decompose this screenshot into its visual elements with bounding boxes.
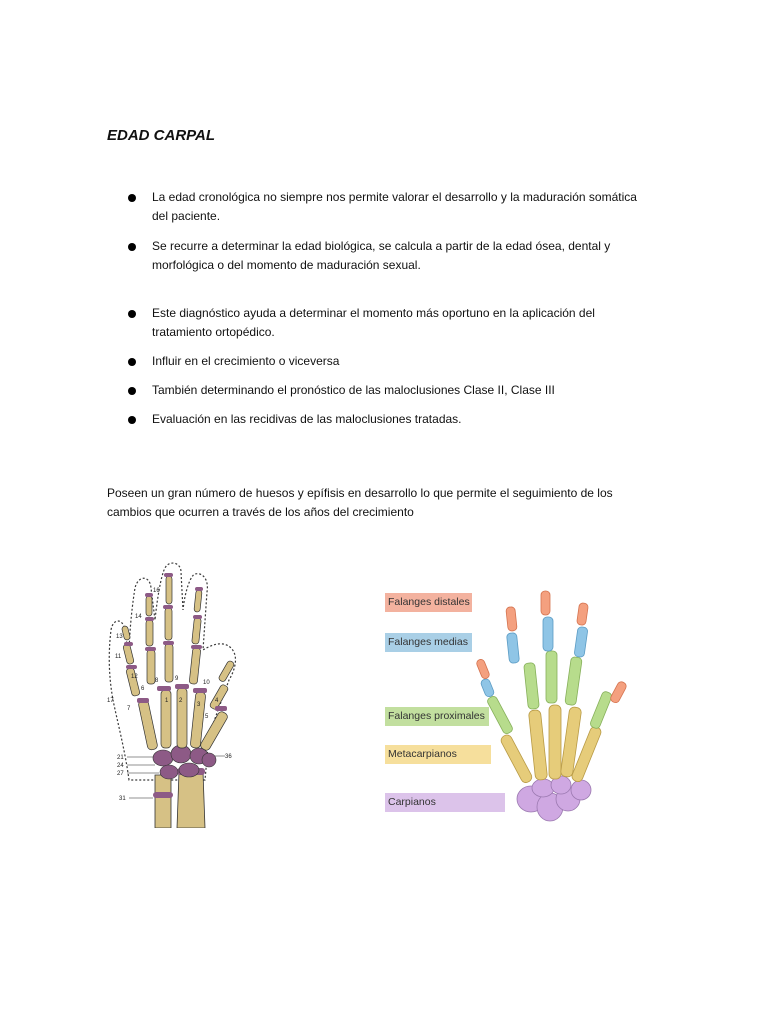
bullet-icon [128, 387, 136, 395]
number-label: 14 [135, 614, 142, 620]
list-item-text: Influir en el crecimiento o viceversa [152, 354, 340, 368]
number-label: 2 [179, 698, 183, 704]
number-label: 3 [197, 702, 201, 708]
list-item [126, 352, 646, 371]
label-text: Metacarpianos [388, 748, 457, 760]
bullet-icon [128, 358, 136, 366]
number-label: 9 [175, 676, 179, 682]
number-label: 10 [203, 680, 210, 686]
bullet-icon [128, 243, 136, 251]
body-paragraph: Poseen un gran número de huesos y epífisis en desarrollo lo que permite el seguimiento de los cambios que ocurren a través de los años del crecimiento [107, 486, 613, 519]
hand-xray-figure [105, 560, 245, 828]
number-label: 36 [225, 754, 232, 760]
number-label: 6 [141, 686, 145, 692]
list-item-text: Se recurre a determinar la edad biológica, se calcula a partir de la edad ósea, dental y morfológica o del momento de maduración sexual. [152, 239, 611, 272]
metacarpal-bones [499, 705, 602, 784]
number-label: 8 [155, 678, 159, 684]
label-text: Carpianos [388, 796, 436, 808]
number-label: 5 [205, 714, 209, 720]
list-item-text: La edad cronológica no siempre nos permite valorar el desarrollo y la maduración somática del paciente. [152, 190, 637, 223]
number-label: 27 [117, 771, 124, 777]
label-text: Falanges medias [388, 636, 468, 648]
list-item-text: Este diagnóstico ayuda a determinar el momento más oportuno en la aplicación del tratamiento ortopédico. [152, 306, 595, 339]
number-label: 13 [116, 634, 123, 640]
bullet-icon [128, 416, 136, 424]
label-text: Falanges distales [388, 596, 470, 608]
number-label: 17 [107, 698, 114, 704]
list-item [126, 237, 646, 275]
ulna-bone [155, 775, 171, 828]
list-item [126, 381, 646, 400]
list-item-text: Evaluación en las recidivas de las maloclusiones tratadas. [152, 412, 462, 426]
number-label: 31 [119, 796, 126, 802]
number-label: 4 [215, 698, 219, 704]
bullet-icon [128, 310, 136, 318]
hand-xray-illustration [105, 560, 245, 828]
number-label: 16 [153, 588, 160, 594]
number-label: 21 [117, 755, 124, 761]
list-item-text: También determinando el pronóstico de las maloclusiones Clase II, Clase III [152, 383, 555, 397]
carpal-bones [517, 776, 591, 821]
list-item [126, 304, 646, 342]
bullet-list [126, 188, 646, 429]
number-label: 11 [115, 654, 122, 660]
hand-bones-illustration [385, 585, 635, 830]
document-title: EDAD CARPAL [107, 127, 216, 144]
number-label: 1 [165, 698, 169, 704]
list-item [126, 410, 646, 429]
number-label: 12 [131, 674, 138, 680]
list-item [126, 188, 646, 226]
number-label: 24 [117, 763, 124, 769]
bullet-icon [128, 194, 136, 202]
label-text: Falanges proximales [388, 710, 485, 722]
hand-bones-color-figure [385, 585, 635, 830]
number-label: 7 [127, 706, 131, 712]
ulna-epiphysis [153, 792, 173, 798]
radius-bone [177, 772, 205, 828]
